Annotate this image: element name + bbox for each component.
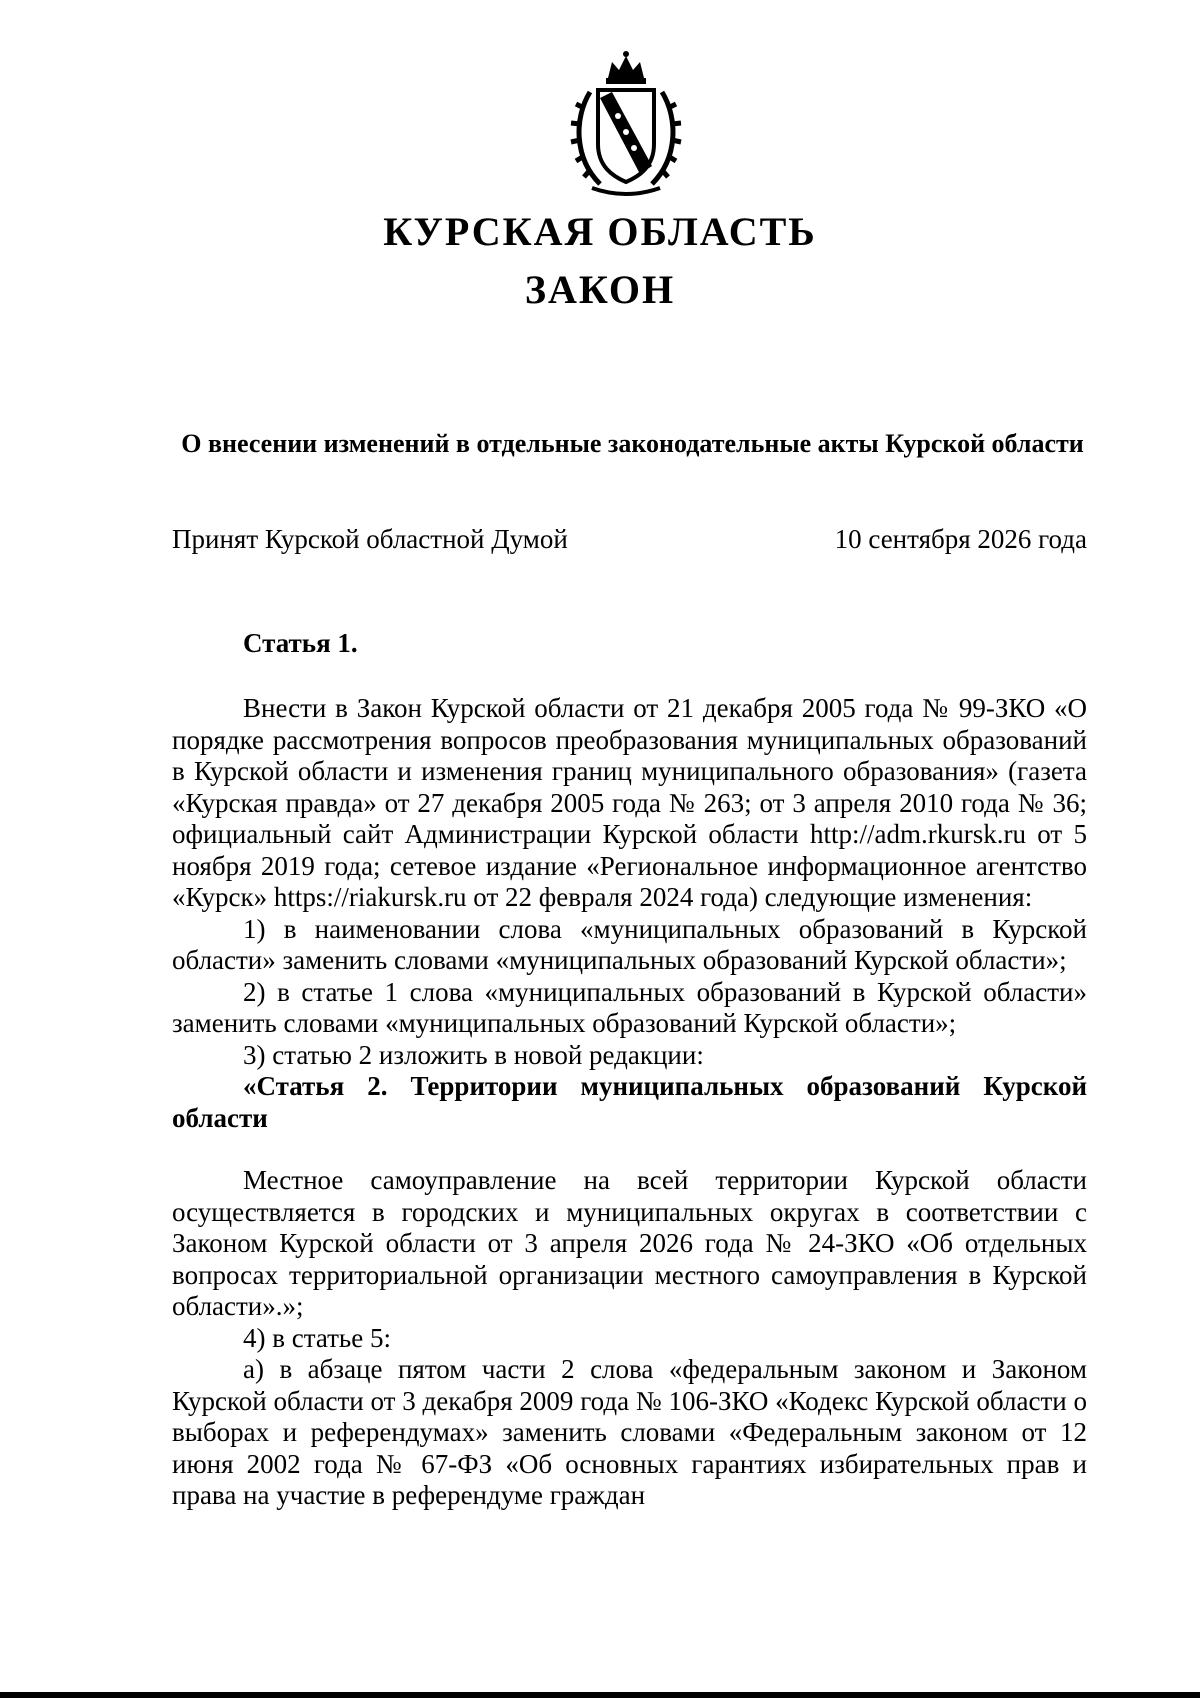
article-paragraph: 3) статью 2 изложить в новой редакции: (243, 1039, 704, 1070)
article-paragraph: Внести в Закон Курской области от 21 декабря 2005 года № 99-ЗКО «О порядке рассмотрения вопросов преобразования муниципальных образований в Курской области и изменения границ муниципального образования» (газета «Курская правда» от 27 декабря 2005 года № 263; от 3 апреля 2010 года № 36; официальный сайт Администрации Курской области http://adm.rkursk.ru от 5 ноября 2019 года; сетевое издание «Региональное информационное агентство «Курск» https://riakursk.ru от 22 февраля 2024 года) следующие изменения: (172, 693, 1087, 912)
article-paragraph: 2) в статье 1 слова «муниципальных образований в Курской области» заменить словами «муниципальных образований Курской области»; (172, 976, 1087, 1038)
law-title: О внесении изменений в отдельные законодательные акты Курской области (181, 429, 1084, 458)
region-heading: КУРСКАЯ ОБЛАСТЬ (383, 209, 817, 254)
article-body (172, 693, 1087, 1512)
scan-bottom-edge (0, 1692, 1200, 1698)
new-article-heading: «Статья 2. Территории муниципальных образований Курской области (172, 1071, 1087, 1133)
document-type-heading: ЗАКОН (524, 267, 676, 312)
article-paragraph: а) в абзаце пятом части 2 слова «федеральным законом и Законом Курской области от 3 декабря 2009 года № 106-ЗКО «Кодекс Курской области о выборах и референдумах» заменить словами «Федеральным законом от 12 июня 2002 года № 67-ФЗ «Об основных гарантиях избирательных прав и права на участие в референдуме граждан (172, 1354, 1087, 1510)
article-paragraph: 4) в статье 5: (243, 1322, 391, 1353)
article-heading: Статья 1. (243, 628, 358, 658)
adoption-date: 10 сентября 2026 года (834, 524, 1087, 554)
article-paragraph: Местное самоуправление на всей территории Курской области осуществляется в городских и муниципальных округах в соответствии с Законом Курской области от 3 апреля 2026 года № 24-ЗКО «Об отдельных вопросах территориальной организации местного самоуправления в Курской области».»; (172, 1165, 1087, 1321)
adopted-by: Принят Курской областной Думой (172, 524, 568, 554)
coat-of-arms-emblem (556, 48, 696, 198)
article-paragraph: 1) в наименовании слова «муниципальных образований в Курской области» заменить словами «муниципальных образований Курской области»; (172, 913, 1087, 975)
